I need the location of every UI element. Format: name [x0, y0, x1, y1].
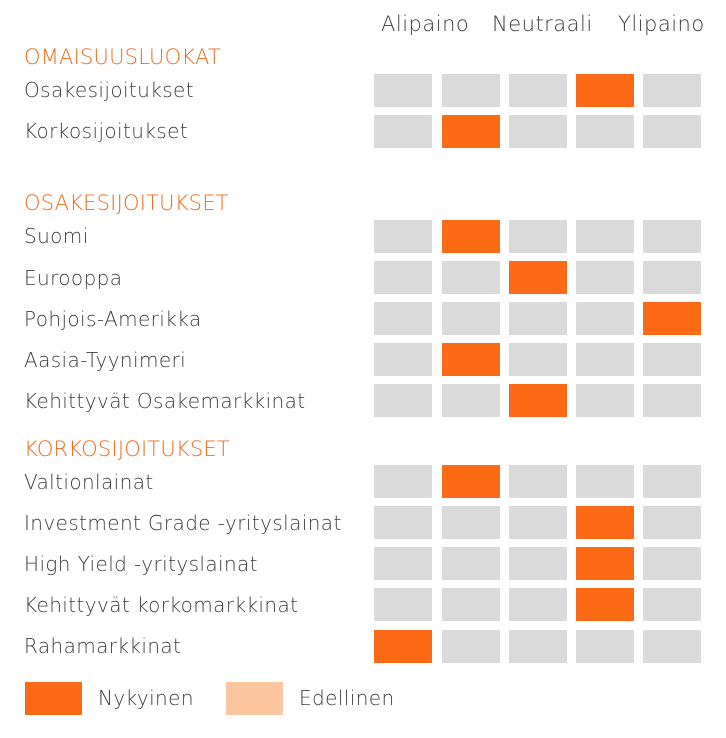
- position-cell: [509, 343, 567, 376]
- row-label-rahamarkkinat: Rahamarkkinat: [24, 634, 182, 658]
- position-cell: [374, 302, 432, 335]
- legend-label-edellinen: Edellinen: [299, 686, 395, 710]
- position-cell: [576, 220, 634, 253]
- position-cell: [509, 74, 567, 107]
- position-cell: [576, 261, 634, 294]
- position-cell: [576, 465, 634, 498]
- column-header-alipaino: Alipaino: [381, 12, 470, 36]
- current-position-marker: [509, 384, 567, 417]
- legend-swatch-nykyinen: [25, 682, 82, 715]
- position-cell: [374, 384, 432, 417]
- current-position-marker: [576, 547, 634, 580]
- current-position-marker: [576, 588, 634, 621]
- position-cell: [509, 115, 567, 148]
- current-position-marker: [576, 506, 634, 539]
- position-cell: [442, 302, 500, 335]
- position-cell: [576, 384, 634, 417]
- current-position-marker: [509, 261, 567, 294]
- position-cell: [442, 384, 500, 417]
- row-label-high-yield: High Yield -yrityslainat: [24, 552, 258, 576]
- row-label-osakesijoitukset: Osakesijoitukset: [24, 78, 194, 102]
- current-position-marker: [643, 302, 701, 335]
- row-label-korkosijoitukset: Korkosijoitukset: [24, 119, 189, 143]
- position-cell: [509, 547, 567, 580]
- position-cell: [643, 115, 701, 148]
- position-cell: [374, 547, 432, 580]
- position-cell: [374, 261, 432, 294]
- position-cell: [374, 343, 432, 376]
- position-cell: [643, 506, 701, 539]
- position-cell: [442, 547, 500, 580]
- position-cell: [442, 506, 500, 539]
- position-cell: [509, 506, 567, 539]
- position-cell: [374, 506, 432, 539]
- position-cell: [374, 465, 432, 498]
- position-cell: [643, 261, 701, 294]
- position-cell: [374, 74, 432, 107]
- position-cell: [442, 630, 500, 663]
- row-label-kehittyvat-osakemarkkinat: Kehittyvät Osakemarkkinat: [24, 389, 306, 413]
- position-cell: [643, 74, 701, 107]
- legend-label-nykyinen: Nykyinen: [98, 686, 194, 710]
- position-cell: [509, 630, 567, 663]
- row-label-aasia-tyynimeri: Aasia-Tyynimeri: [24, 348, 187, 372]
- position-cell: [374, 115, 432, 148]
- position-cell: [576, 115, 634, 148]
- row-label-valtionlainat: Valtionlainat: [24, 470, 154, 494]
- position-cell: [643, 465, 701, 498]
- current-position-marker: [442, 343, 500, 376]
- row-label-kehittyvat-korkomarkkinat: Kehittyvät korkomarkkinat: [24, 593, 299, 617]
- position-cell: [442, 588, 500, 621]
- position-cell: [643, 630, 701, 663]
- column-header-ylipaino: Ylipaino: [618, 12, 705, 36]
- position-cell: [576, 343, 634, 376]
- position-cell: [509, 588, 567, 621]
- row-label-pohjois-amerikka: Pohjois-Amerikka: [24, 307, 202, 331]
- section-title-korkosijoitukset: KORKOSIJOITUKSET: [24, 437, 230, 461]
- position-cell: [576, 630, 634, 663]
- row-label-eurooppa: Eurooppa: [24, 266, 123, 290]
- position-cell: [374, 588, 432, 621]
- current-position-marker: [442, 220, 500, 253]
- section-title-osakesijoitukset: OSAKESIJOITUKSET: [24, 191, 229, 215]
- position-cell: [643, 343, 701, 376]
- current-position-marker: [576, 74, 634, 107]
- position-cell: [509, 220, 567, 253]
- section-title-omaisuusluokat: OMAISUUSLUOKAT: [24, 45, 221, 69]
- current-position-marker: [442, 115, 500, 148]
- position-cell: [509, 302, 567, 335]
- position-cell: [643, 547, 701, 580]
- position-cell: [374, 220, 432, 253]
- position-cell: [576, 302, 634, 335]
- row-label-suomi: Suomi: [24, 224, 89, 248]
- column-header-neutraali: Neutraali: [492, 12, 593, 36]
- legend-swatch-edellinen: [226, 682, 283, 715]
- position-cell: [442, 261, 500, 294]
- position-cell: [643, 588, 701, 621]
- current-position-marker: [442, 465, 500, 498]
- row-label-investment-grade: Investment Grade -yrityslainat: [24, 511, 342, 535]
- position-cell: [643, 220, 701, 253]
- position-cell: [643, 384, 701, 417]
- current-position-marker: [374, 630, 432, 663]
- position-cell: [442, 74, 500, 107]
- position-cell: [509, 465, 567, 498]
